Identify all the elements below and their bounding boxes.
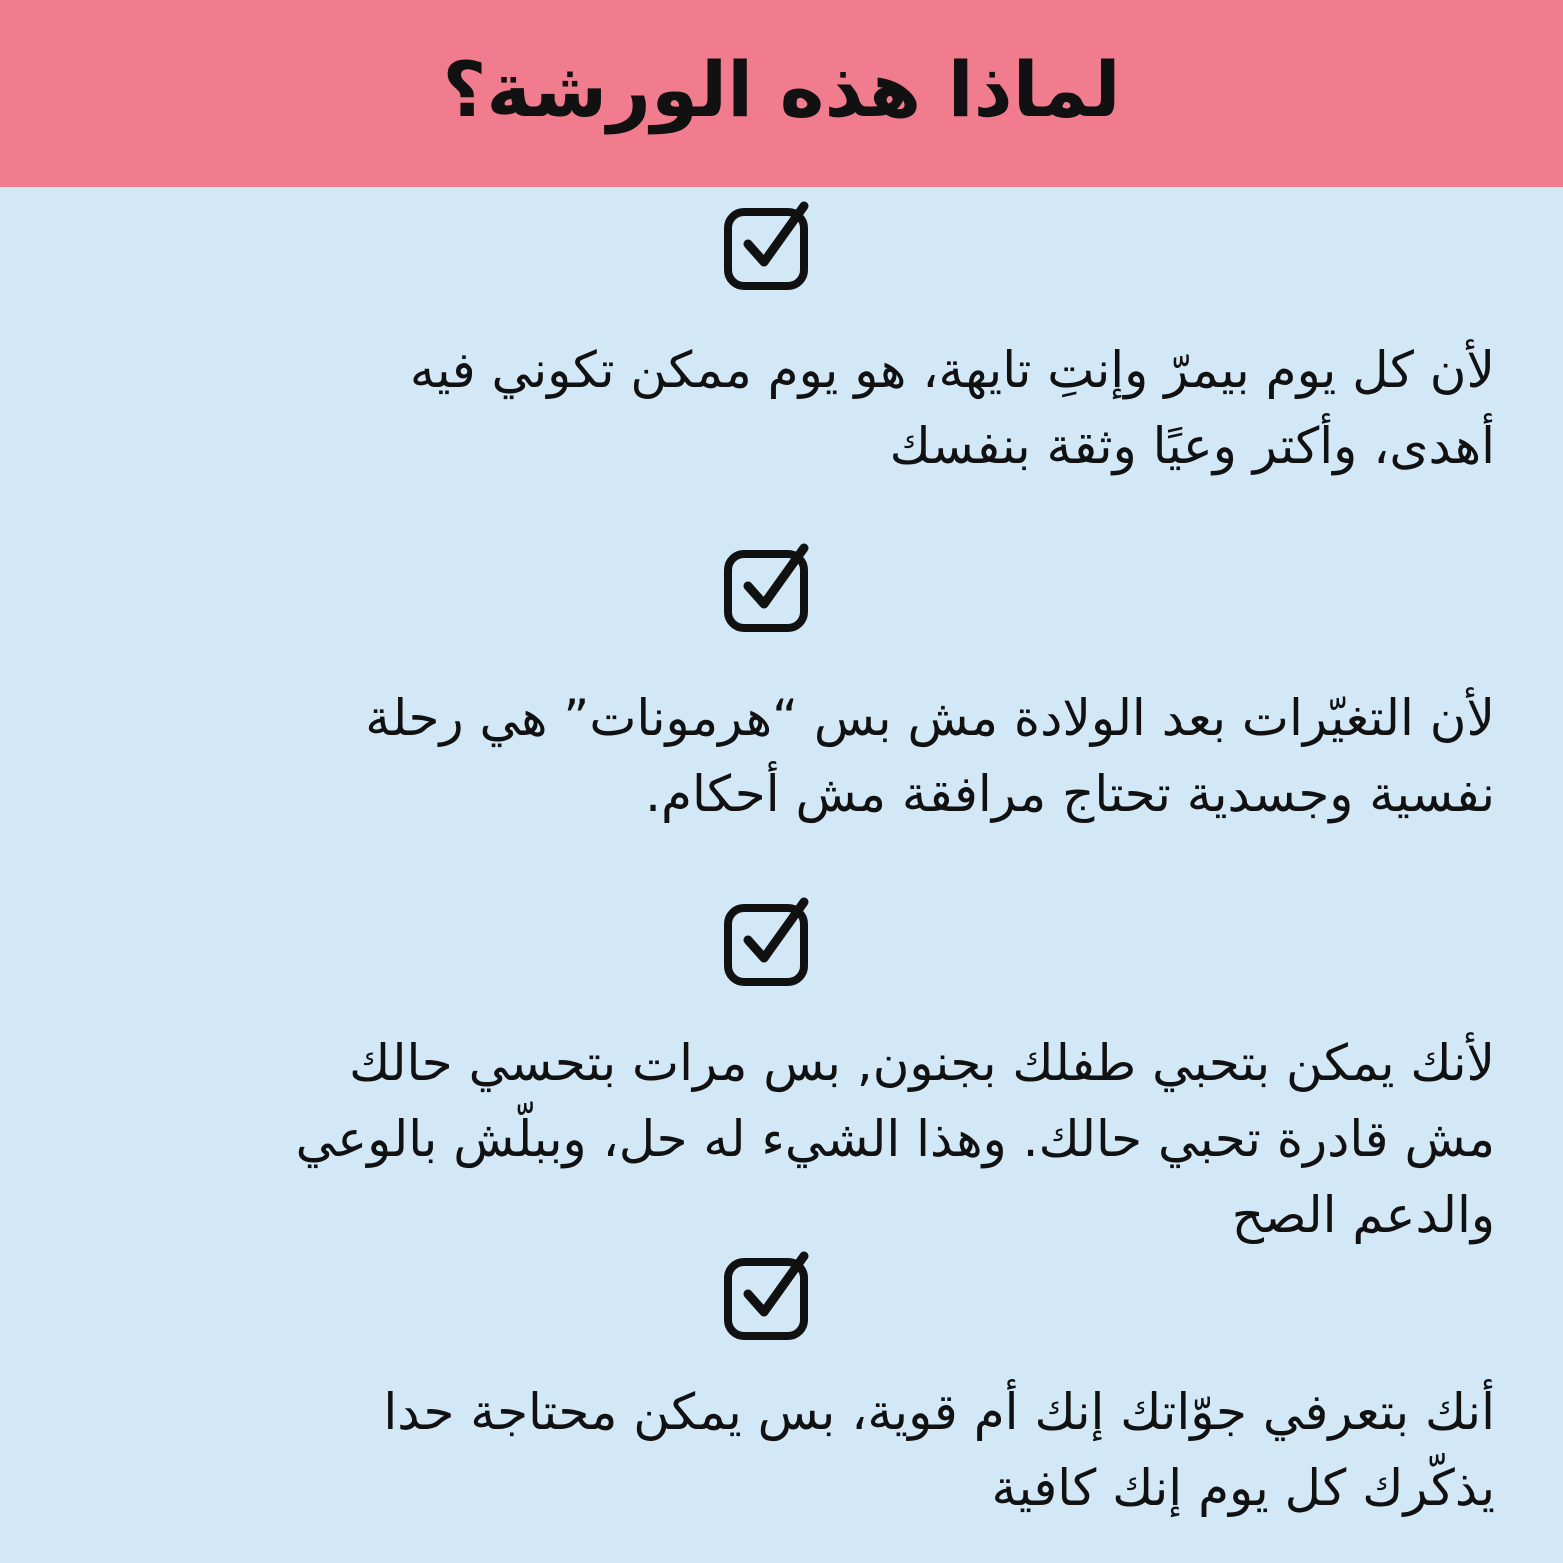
reason-2-line-1: لأن التغيّرات بعد الولادة مش بس “هرمونات” هي رحلة [365, 689, 1495, 747]
checkbox-checked-icon [722, 1250, 814, 1342]
reason-item-4 [85, 1374, 1495, 1526]
checkbox-checked-icon [722, 200, 814, 292]
reason-3-line-1: لأنك يمكن بتحبي طفلك بجنون, بس مرات بتحسي حالك [349, 1034, 1495, 1092]
reason-4-line-1: أنك بتعرفي جوّاتك إنك أم قوية، بس يمكن محتاجة حدا [383, 1383, 1495, 1441]
reason-item-3 [85, 1025, 1495, 1253]
header-banner [0, 0, 1563, 187]
reason-3-line-3: والدعم الصح [1231, 1186, 1495, 1244]
reason-3-line-2: مش قادرة تحبي حالك. وهذا الشيء له حل، وببلّش بالوعي [295, 1110, 1495, 1168]
page-title: لماذا هذه الورشة؟ [442, 45, 1121, 134]
reason-1-line-2: أهدى، وأكتر وعيًا وثقة بنفسك [889, 417, 1495, 475]
reason-item-1 [85, 332, 1495, 484]
reason-2-line-2: نفسية وجسدية تحتاج مرافقة مش أحكام. [645, 765, 1495, 823]
reason-4-line-2: يذكّرك كل يوم إنك كافية [991, 1459, 1495, 1517]
reason-1-line-1: لأن كل يوم بيمرّ وإنتِ تايهة، هو يوم ممكن تكوني فيه [409, 341, 1495, 399]
checkbox-checked-icon [722, 542, 814, 634]
checkbox-checked-icon [722, 896, 814, 988]
reason-item-2 [85, 680, 1495, 832]
